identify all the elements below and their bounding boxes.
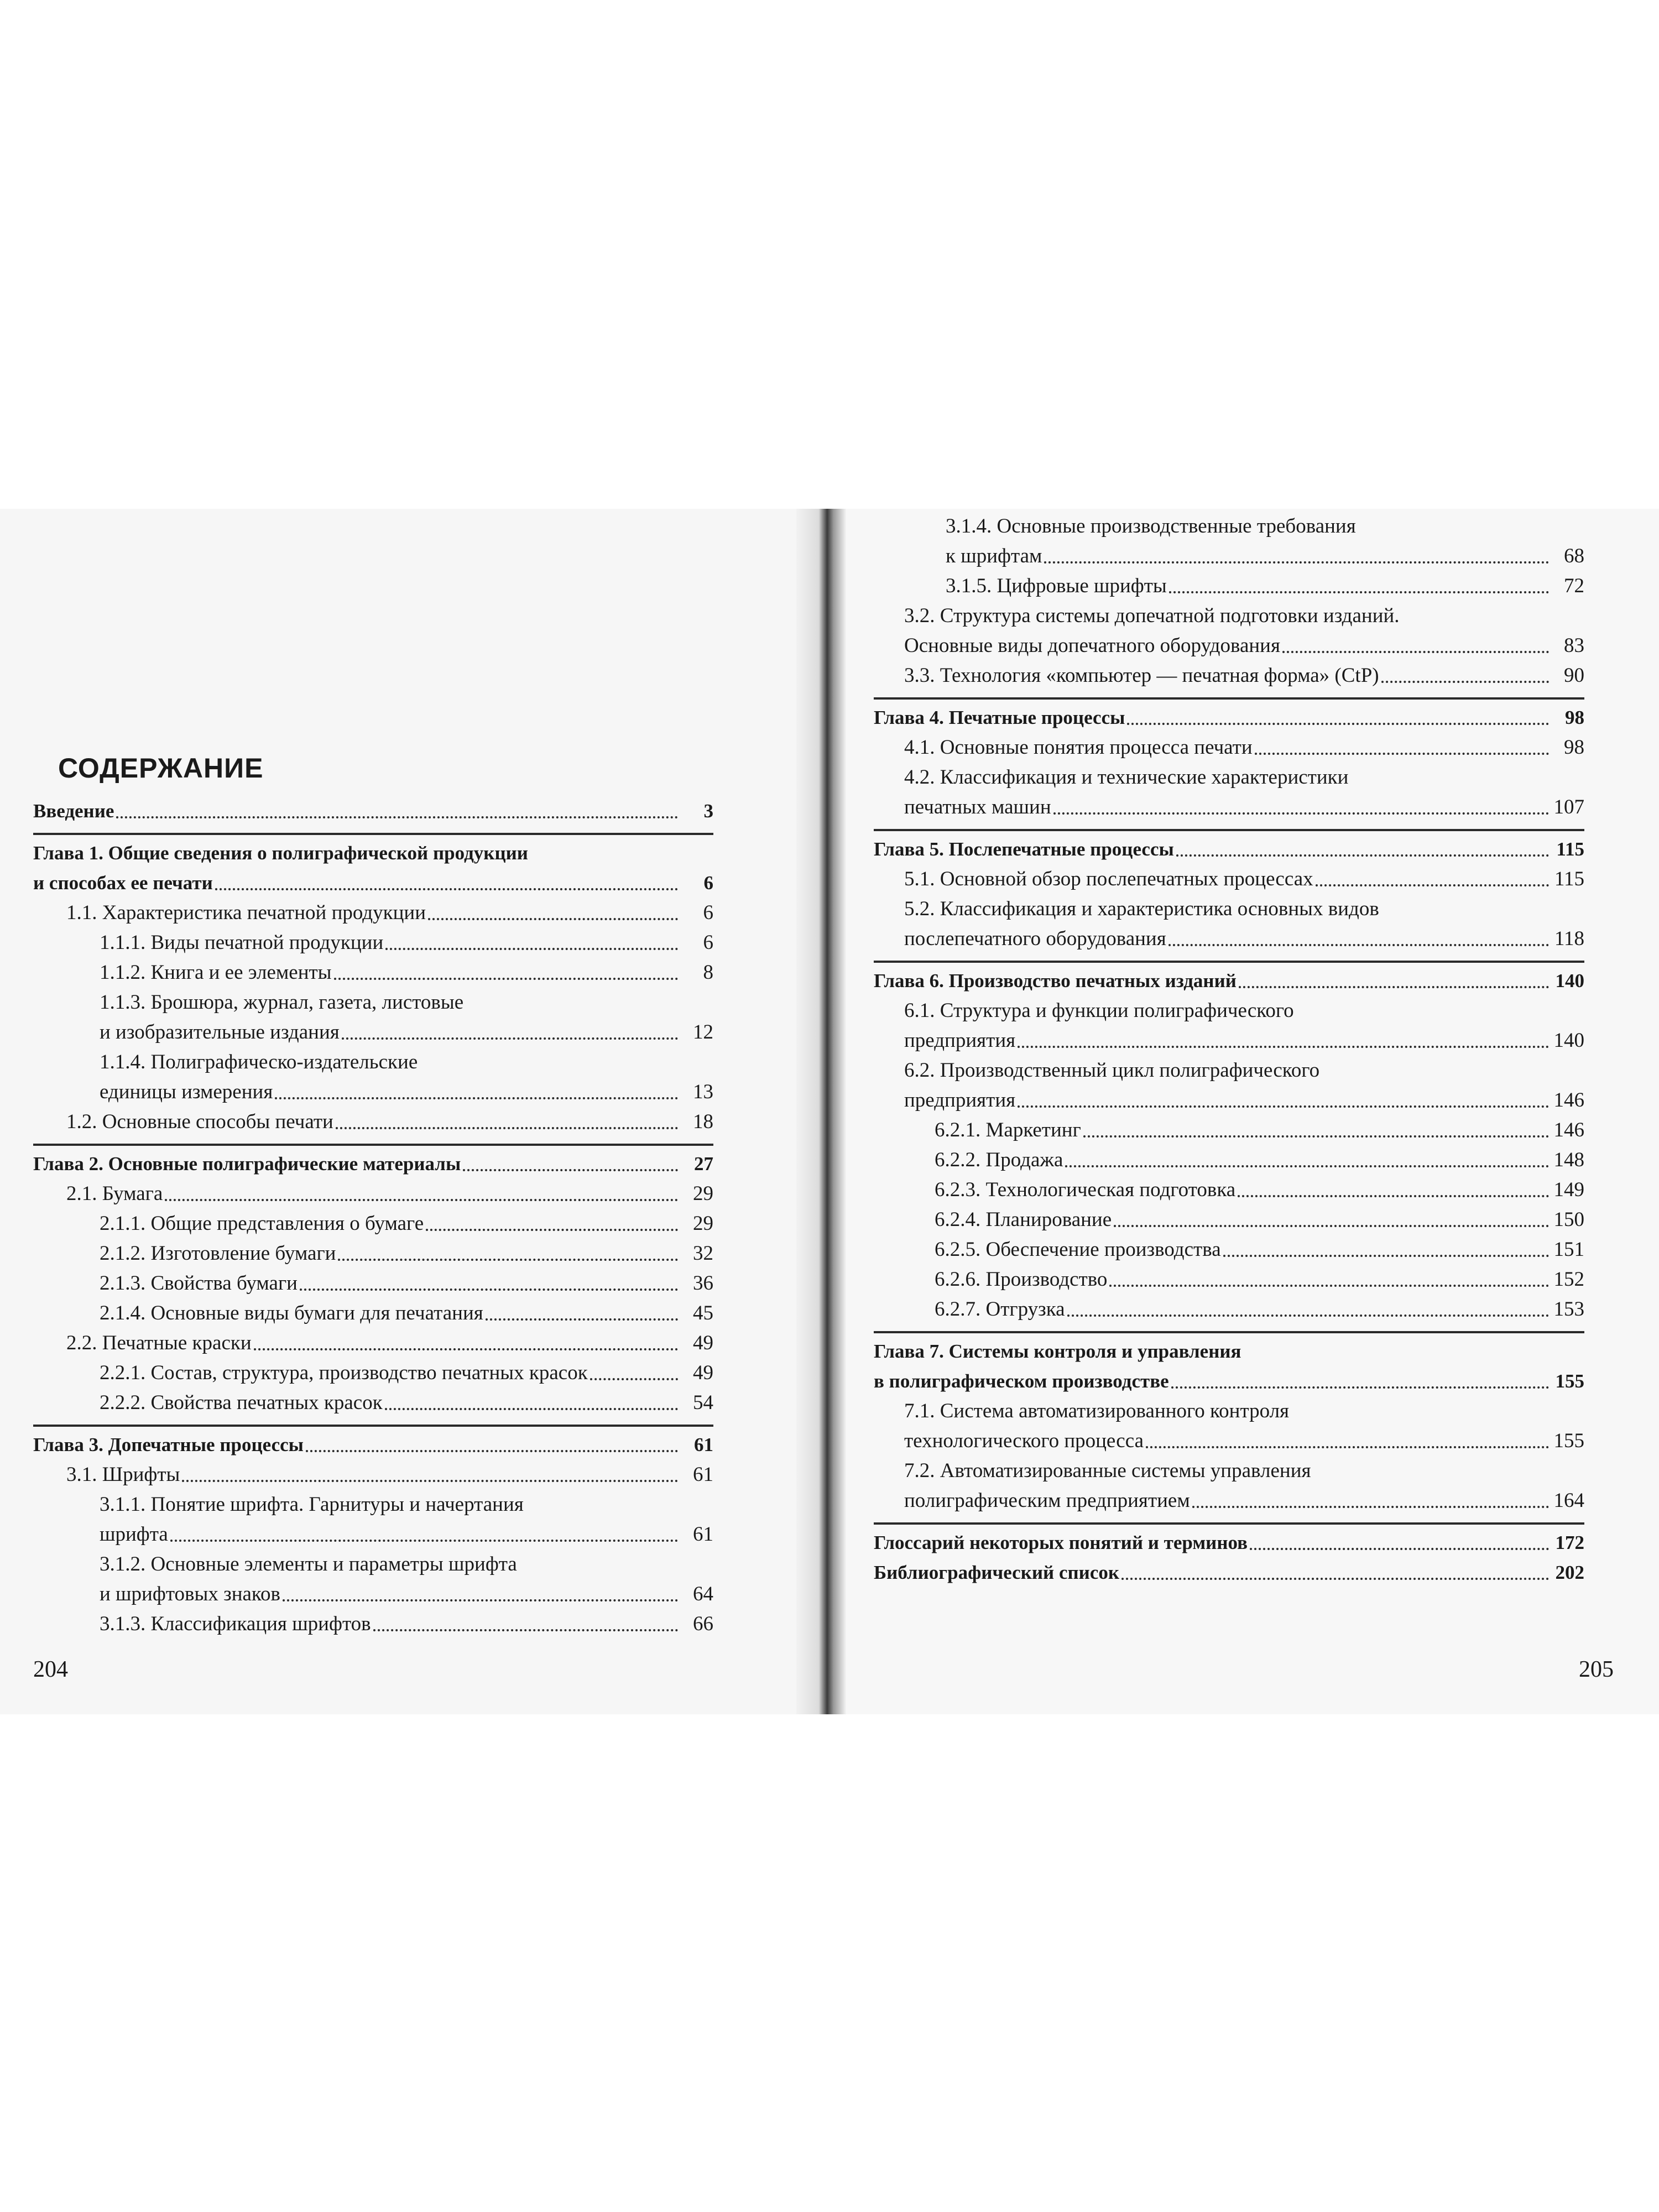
toc-entry-title: 6.2.7. Отгрузка bbox=[935, 1298, 1065, 1321]
toc-entry-page: 155 bbox=[1555, 1370, 1584, 1392]
toc-entry-title: полиграфическим предприятием bbox=[904, 1489, 1190, 1512]
dot-leader bbox=[373, 1629, 678, 1631]
toc-entry-page: 66 bbox=[693, 1613, 713, 1635]
toc-entry-title: и способах ее печати bbox=[33, 872, 213, 894]
toc-entry-title-line: 1.1.3. Брошюра, журнал, газета, листовые bbox=[100, 991, 464, 1014]
toc-entry bbox=[33, 1490, 713, 1550]
toc-entry-title: 1.1. Характеристика печатной продукции bbox=[66, 901, 426, 924]
toc-entry-title-line: 4.2. Классификация и технические характеристики bbox=[904, 766, 1349, 789]
toc-entry-title: Основные виды допечатного оборудования bbox=[904, 634, 1280, 657]
toc-entry-title: 1.1.1. Виды печатной продукции bbox=[100, 931, 384, 954]
toc-entry bbox=[33, 1460, 713, 1490]
toc-entry bbox=[33, 1144, 713, 1179]
toc-entry bbox=[874, 1522, 1584, 1558]
toc-entry-page: 146 bbox=[1553, 1089, 1584, 1112]
toc-entry bbox=[874, 1295, 1584, 1324]
toc-entry-title: и шрифтовых знаков bbox=[100, 1583, 280, 1605]
toc-entry-page: 152 bbox=[1553, 1268, 1584, 1291]
dot-leader bbox=[1053, 812, 1549, 815]
toc-entry bbox=[874, 1558, 1584, 1588]
dot-leader bbox=[590, 1378, 678, 1380]
toc-entry-page: 45 bbox=[693, 1302, 713, 1324]
dot-leader bbox=[170, 1540, 678, 1542]
toc-entry-page: 83 bbox=[1564, 634, 1584, 657]
toc-entry-title: 2.2.1. Состав, структура, производство печатных красок bbox=[100, 1361, 588, 1384]
toc-entry-page: 29 bbox=[693, 1212, 713, 1235]
toc-entry-page: 6 bbox=[703, 901, 713, 924]
toc-entry-title: 4.1. Основные понятия процесса печати bbox=[904, 736, 1253, 759]
toc-entry bbox=[33, 898, 713, 928]
toc-entry-title-line: 7.2. Автоматизированные системы управления bbox=[904, 1459, 1311, 1482]
toc-entry-title: 2.1.4. Основные виды бумаги для печатания bbox=[100, 1302, 483, 1324]
toc-entry-title: технологического процесса bbox=[904, 1430, 1144, 1452]
toc-entry-title: 6.2.6. Производство bbox=[935, 1268, 1108, 1291]
toc-entry-title: единицы измерения bbox=[100, 1081, 273, 1103]
toc-entry bbox=[874, 961, 1584, 996]
toc-entry-title: 2.2.2. Свойства печатных красок bbox=[100, 1391, 383, 1414]
toc-entry-page: 18 bbox=[693, 1110, 713, 1133]
dot-leader bbox=[1223, 1255, 1549, 1257]
toc-entry bbox=[874, 1456, 1584, 1516]
toc-entry-page: 36 bbox=[693, 1272, 713, 1295]
toc-entry-page: 115 bbox=[1554, 868, 1584, 890]
toc-entry-page: 115 bbox=[1556, 838, 1584, 860]
toc-entry-title: 3.1.5. Цифровые шрифты bbox=[946, 575, 1167, 597]
toc-entry-page: 12 bbox=[693, 1021, 713, 1044]
toc-entry-title: 5.1. Основной обзор послепечатных процессах bbox=[904, 868, 1313, 890]
dot-leader bbox=[275, 1097, 678, 1099]
toc-entry-title-line: 3.2. Структура системы допечатной подготовки изданий. bbox=[904, 604, 1400, 627]
toc-entry bbox=[33, 1179, 713, 1209]
dot-leader bbox=[1250, 1548, 1549, 1550]
toc-entry-page: 32 bbox=[693, 1242, 713, 1265]
toc-entry-page: 150 bbox=[1553, 1208, 1584, 1231]
toc-entry bbox=[874, 1175, 1584, 1205]
page-number-left: 204 bbox=[33, 1657, 68, 1682]
toc-entry-page: 155 bbox=[1553, 1430, 1584, 1452]
toc-entry bbox=[33, 958, 713, 988]
dot-leader bbox=[1127, 723, 1549, 725]
toc-entry bbox=[874, 571, 1584, 601]
toc-entry bbox=[874, 1115, 1584, 1145]
toc-entry-title: Глоссарий некоторых понятий и терминов bbox=[874, 1532, 1248, 1553]
toc-entry bbox=[874, 1205, 1584, 1235]
dot-leader bbox=[116, 816, 678, 818]
dot-leader bbox=[1282, 651, 1549, 653]
toc-entry bbox=[874, 1235, 1584, 1265]
toc-entry bbox=[874, 1331, 1584, 1396]
toc-entry-page: 27 bbox=[694, 1153, 713, 1175]
dot-leader bbox=[283, 1599, 678, 1601]
toc-entry-title-line: 1.1.4. Полиграфическо-издательские bbox=[100, 1051, 418, 1073]
toc-entry-page: 68 bbox=[1564, 545, 1584, 567]
toc-entry-title-line: 3.1.4. Основные производственные требования bbox=[946, 515, 1356, 538]
page-number-right: 205 bbox=[1579, 1657, 1614, 1682]
toc-entry-title: в полиграфическом производстве bbox=[874, 1370, 1169, 1392]
toc-left-column bbox=[33, 796, 713, 1639]
toc-entry-page: 49 bbox=[693, 1361, 713, 1384]
dot-leader bbox=[428, 918, 678, 920]
toc-entry-page: 172 bbox=[1555, 1532, 1584, 1553]
toc-entry-title: к шрифтам bbox=[946, 545, 1042, 567]
toc-entry-title: и изобразительные издания bbox=[100, 1021, 340, 1044]
dot-leader bbox=[182, 1480, 678, 1482]
toc-entry-page: 3 bbox=[703, 800, 713, 822]
toc-entry-title: Библиографический список bbox=[874, 1562, 1120, 1583]
toc-entry-title: 6.2.2. Продажа bbox=[935, 1149, 1063, 1171]
toc-entry-page: 107 bbox=[1553, 796, 1584, 818]
toc-entry bbox=[33, 1425, 713, 1460]
toc-entry-page: 49 bbox=[693, 1332, 713, 1354]
toc-entry bbox=[874, 1265, 1584, 1295]
toc-entry-page: 202 bbox=[1555, 1562, 1584, 1583]
toc-entry-page: 8 bbox=[703, 961, 713, 984]
toc-entry-title-line: 6.2. Производственный цикл полиграфического bbox=[904, 1059, 1320, 1082]
toc-entry bbox=[33, 1609, 713, 1639]
toc-entry bbox=[33, 1047, 713, 1107]
toc-entry bbox=[874, 661, 1584, 691]
dot-leader bbox=[1239, 986, 1549, 988]
toc-entry-title-line: 7.1. Система автоматизированного контроля bbox=[904, 1400, 1290, 1422]
toc-entry bbox=[33, 833, 713, 898]
toc-entry-page: 90 bbox=[1564, 664, 1584, 687]
toc-entry-title: 6.2.3. Технологическая подготовка bbox=[935, 1178, 1236, 1201]
toc-entry-page: 13 bbox=[693, 1081, 713, 1103]
toc-entry-title: 2.1.1. Общие представления о бумаге bbox=[100, 1212, 424, 1235]
toc-entry-title: 6.2.4. Планирование bbox=[935, 1208, 1112, 1231]
toc-entry-title: 2.1.3. Свойства бумаги bbox=[100, 1272, 298, 1295]
dot-leader bbox=[1176, 854, 1549, 857]
toc-entry-title: предприятия bbox=[904, 1029, 1016, 1052]
dot-leader bbox=[1255, 753, 1549, 755]
dot-leader bbox=[1044, 561, 1549, 564]
toc-entry-title: Глава 3. Допечатные процессы bbox=[33, 1434, 304, 1455]
toc-entry-title-line: Глава 7. Системы контроля и управления bbox=[874, 1340, 1241, 1362]
dot-leader bbox=[385, 1408, 678, 1410]
dot-leader bbox=[1083, 1135, 1549, 1138]
toc-entry-page: 98 bbox=[1565, 707, 1584, 728]
toc-entry bbox=[874, 829, 1584, 864]
toc-entry-page: 118 bbox=[1554, 927, 1584, 950]
dot-leader bbox=[385, 948, 678, 950]
dot-leader bbox=[1169, 591, 1549, 593]
toc-entry bbox=[874, 733, 1584, 763]
toc-entry-title-line: 5.2. Классификация и характеристика основных видов bbox=[904, 898, 1379, 920]
toc-entry-title: 2.1.2. Изготовление бумаги bbox=[100, 1242, 336, 1265]
toc-entry bbox=[33, 1298, 713, 1328]
toc-entry bbox=[874, 601, 1584, 661]
toc-entry bbox=[874, 512, 1584, 571]
dot-leader bbox=[1018, 1046, 1549, 1048]
toc-entry-title-line: 3.1.2. Основные элементы и параметры шрифта bbox=[100, 1553, 517, 1575]
toc-entry-page: 64 bbox=[693, 1583, 713, 1605]
toc-entry-page: 140 bbox=[1553, 1029, 1584, 1052]
toc-entry-page: 6 bbox=[703, 872, 713, 894]
dot-leader bbox=[334, 978, 678, 980]
toc-entry-title: 6.2.1. Маркетинг bbox=[935, 1119, 1081, 1141]
dot-leader bbox=[1121, 1578, 1549, 1580]
toc-entry bbox=[33, 796, 713, 826]
dot-leader bbox=[1192, 1506, 1549, 1508]
dot-leader bbox=[1316, 884, 1549, 886]
toc-entry-title: 3.3. Технология «компьютер — печатная форма» (CtP) bbox=[904, 664, 1379, 687]
dot-leader bbox=[1018, 1105, 1549, 1108]
toc-right-column bbox=[874, 512, 1584, 1588]
toc-entry-title: 6.2.5. Обеспечение производства bbox=[935, 1238, 1221, 1261]
toc-entry-page: 54 bbox=[693, 1391, 713, 1414]
toc-entry-title: шрифта bbox=[100, 1523, 168, 1546]
toc-entry bbox=[33, 1269, 713, 1298]
toc-entry-title: Введение bbox=[33, 800, 114, 822]
toc-entry-page: 6 bbox=[703, 931, 713, 954]
toc-entry-page: 153 bbox=[1553, 1298, 1584, 1321]
toc-entry-title: 1.1.2. Книга и ее элементы bbox=[100, 961, 332, 984]
dot-leader bbox=[1065, 1165, 1549, 1167]
toc-entry-page: 149 bbox=[1553, 1178, 1584, 1201]
toc-entry-title: Глава 5. Послепечатные процессы bbox=[874, 838, 1174, 860]
toc-entry bbox=[874, 864, 1584, 894]
dot-leader bbox=[426, 1229, 678, 1231]
toc-entry-page: 61 bbox=[693, 1463, 713, 1486]
toc-entry bbox=[874, 996, 1584, 1056]
toc-entry bbox=[33, 1328, 713, 1358]
toc-entry-page: 61 bbox=[694, 1434, 713, 1455]
toc-entry bbox=[33, 1239, 713, 1269]
dot-leader bbox=[215, 888, 678, 890]
toc-entry-title: 2.2. Печатные краски bbox=[66, 1332, 252, 1354]
dot-leader bbox=[1238, 1195, 1549, 1197]
toc-entry bbox=[33, 1358, 713, 1388]
dot-leader bbox=[1381, 681, 1549, 683]
toc-entry bbox=[874, 1056, 1584, 1115]
toc-entry bbox=[874, 1145, 1584, 1175]
dot-leader bbox=[486, 1318, 678, 1321]
dot-leader bbox=[1168, 944, 1549, 946]
toc-entry-page: 61 bbox=[693, 1523, 713, 1546]
dot-leader bbox=[165, 1199, 678, 1201]
dot-leader bbox=[463, 1169, 678, 1171]
toc-entry bbox=[874, 894, 1584, 954]
toc-entry-page: 146 bbox=[1553, 1119, 1584, 1141]
toc-entry bbox=[874, 1396, 1584, 1456]
toc-entry bbox=[874, 763, 1584, 822]
dot-leader bbox=[338, 1259, 678, 1261]
dot-leader bbox=[1067, 1314, 1549, 1317]
book-gutter bbox=[796, 509, 846, 1714]
dot-leader bbox=[306, 1450, 678, 1452]
toc-entry-title: 3.1.3. Классификация шрифтов bbox=[100, 1613, 371, 1635]
toc-entry bbox=[33, 1388, 713, 1418]
toc-entry-title: Глава 2. Основные полиграфические материалы bbox=[33, 1153, 461, 1175]
dot-leader bbox=[1114, 1225, 1549, 1227]
toc-entry-page: 98 bbox=[1564, 736, 1584, 759]
toc-entry-page: 164 bbox=[1553, 1489, 1584, 1512]
toc-entry-page: 140 bbox=[1555, 970, 1584, 992]
toc-entry-page: 148 bbox=[1553, 1149, 1584, 1171]
dot-leader bbox=[1146, 1446, 1549, 1448]
toc-entry-title: 3.1. Шрифты bbox=[66, 1463, 180, 1486]
toc-entry-title-line: 3.1.1. Понятие шрифта. Гарнитуры и начертания bbox=[100, 1493, 524, 1516]
toc-entry-title: Глава 4. Печатные процессы bbox=[874, 707, 1125, 728]
toc-entry-title: 1.2. Основные способы печати bbox=[66, 1110, 333, 1133]
dot-leader bbox=[342, 1037, 678, 1040]
toc-entry bbox=[874, 697, 1584, 733]
toc-entry bbox=[33, 1209, 713, 1239]
toc-entry bbox=[33, 1107, 713, 1137]
toc-entry-title-line: Глава 1. Общие сведения о полиграфической продукции bbox=[33, 842, 528, 864]
toc-entry-title: печатных машин bbox=[904, 796, 1051, 818]
dot-leader bbox=[336, 1127, 678, 1129]
toc-entry-title-line: 6.1. Структура и функции полиграфического bbox=[904, 999, 1294, 1022]
toc-entry-title: предприятия bbox=[904, 1089, 1016, 1112]
toc-entry-title: Глава 6. Производство печатных изданий bbox=[874, 970, 1237, 992]
toc-entry-title: послепечатного оборудования bbox=[904, 927, 1166, 950]
toc-entry-page: 151 bbox=[1553, 1238, 1584, 1261]
dot-leader bbox=[1171, 1386, 1549, 1389]
toc-entry-page: 72 bbox=[1564, 575, 1584, 597]
dot-leader bbox=[1109, 1285, 1549, 1287]
toc-entry bbox=[33, 988, 713, 1047]
toc-entry-page: 29 bbox=[693, 1182, 713, 1205]
toc-title: СОДЕРЖАНИЕ bbox=[58, 753, 264, 784]
toc-entry bbox=[33, 928, 713, 958]
dot-leader bbox=[254, 1348, 678, 1350]
toc-entry bbox=[33, 1550, 713, 1609]
toc-entry-title: 2.1. Бумага bbox=[66, 1182, 163, 1205]
dot-leader bbox=[300, 1288, 678, 1291]
